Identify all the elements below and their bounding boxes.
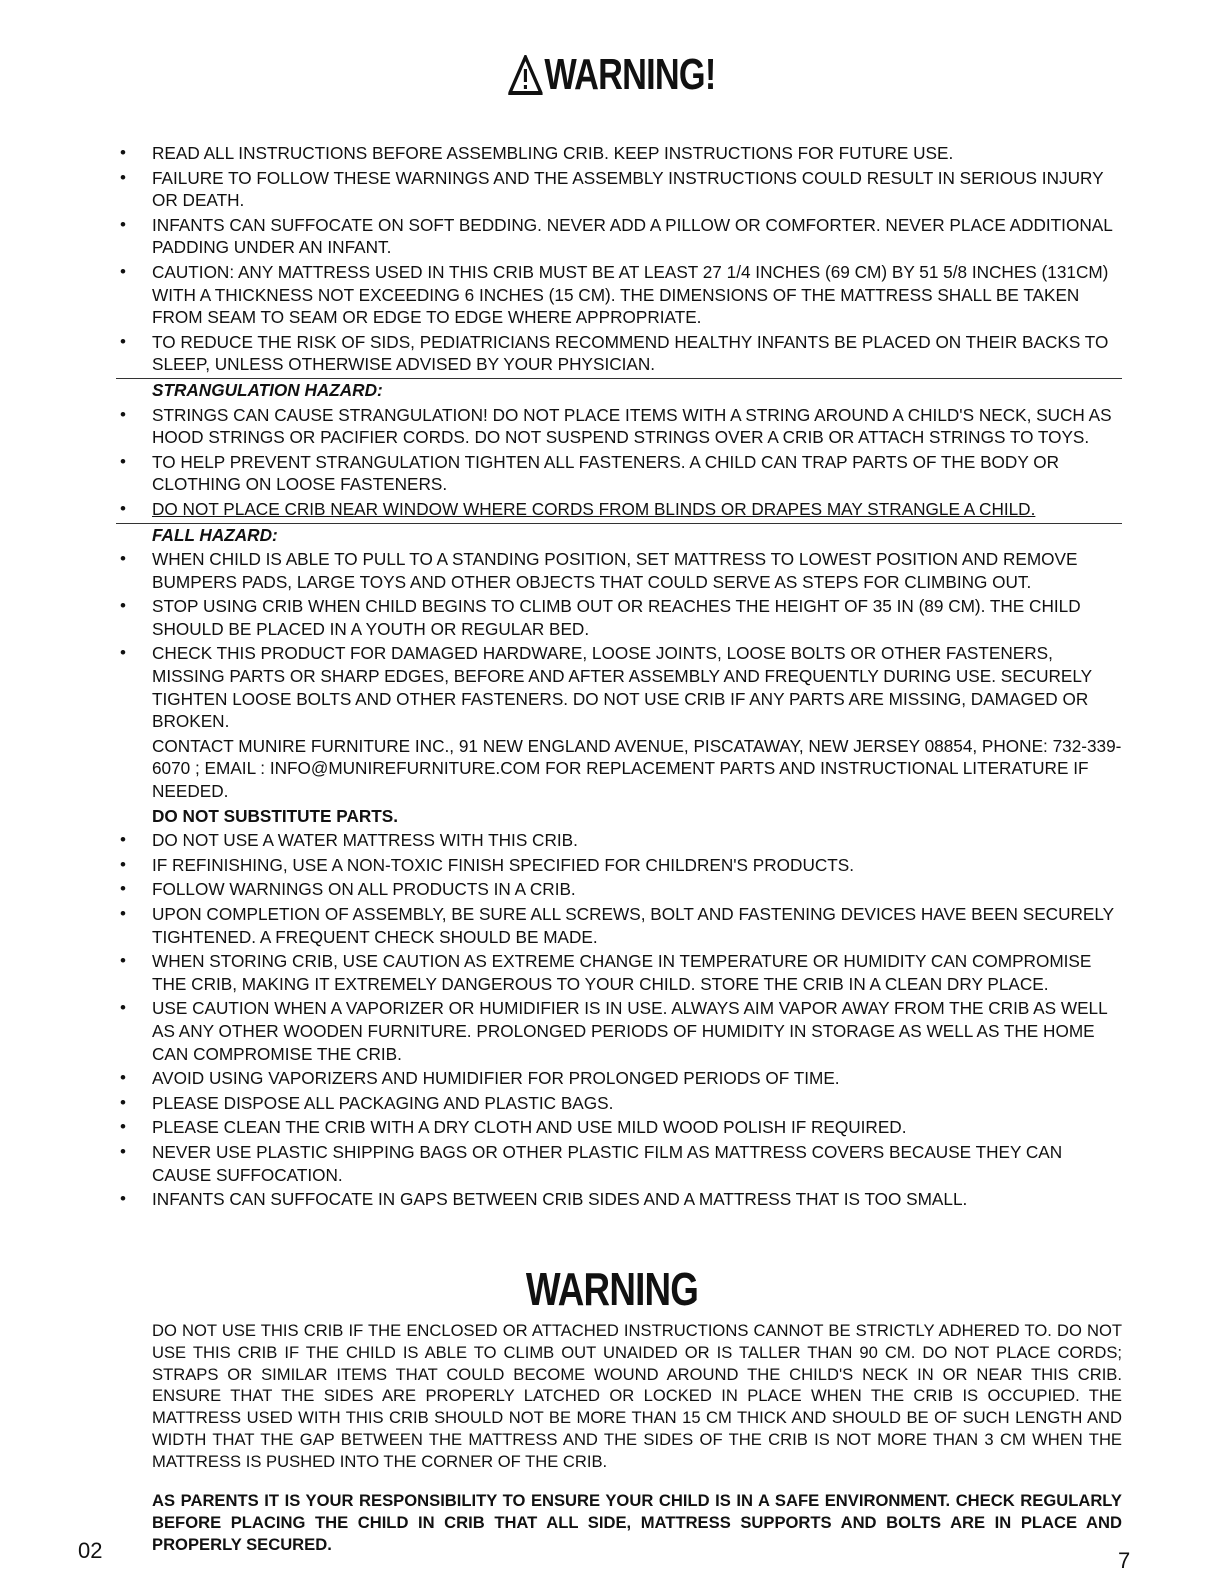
warning-list [116,142,1122,1213]
list-item: • TO HELP PREVENT STRANGULATION TIGHTEN ALL FASTENERS. A CHILD CAN TRAP PARTS OF THE BODY OR CLOTHING ON LOOSE FASTENERS. [116,451,1122,496]
list-item: • INFANTS CAN SUFFOCATE ON SOFT BEDDING. NEVER ADD A PILLOW OR COMFORTER. NEVER PLACE ADDITIONAL PADDING UNDER AN INFANT. [116,214,1122,259]
list-item: • AVOID USING VAPORIZERS AND HUMIDIFIER FOR PROLONGED PERIODS OF TIME. [116,1067,1122,1090]
list-item: • WHEN CHILD IS ABLE TO PULL TO A STANDING POSITION, SET MATTRESS TO LOWEST POSITION AND REMOVE BUMPERS PADS, LARGE TOYS AND OTHER OBJECTS THAT COULD SERVE AS STEPS FOR CLIMBING OUT. [116,548,1122,593]
list-item: • CHECK THIS PRODUCT FOR DAMAGED HARDWARE, LOOSE JOINTS, LOOSE BOLTS OR OTHER FASTENERS, MISSING PARTS OR SHARP EDGES, BEFORE AND AFTER ASSEMBLY AND FREQUENTLY DURING USE. SECURELY TIGHTEN LOOSE BOLTS AND OTHER FASTENERS. DO NOT USE CRIB IF ANY PARTS ARE MISSING, DAMAGED OR BROKEN. [116,642,1122,732]
contact-paragraph: CONTACT MUNIRE FURNITURE INC., 91 NEW ENGLAND AVENUE, PISCATAWAY, NEW JERSEY 08854, PHONE: 732-339-6070 ; EMAIL : INFO@MUNIREFURNITURE.COM FOR REPLACEMENT PARTS AND INSTRUCTIONAL LITERATURE IF NEEDED. [152,735,1122,802]
list-note: DO NOT SUBSTITUTE PARTS. [152,805,399,826]
list-item: • STOP USING CRIB WHEN CHILD BEGINS TO CLIMB OUT OR REACHES THE HEIGHT OF 35 IN (89 CM). THE CHILD SHOULD BE PLACED IN A YOUTH OR REGULAR BED. [116,595,1122,640]
warning-section-title: WARNING [525,1263,699,1315]
list-item: • USE CAUTION WHEN A VAPORIZER OR HUMIDIFIER IS IN USE. ALWAYS AIM VAPOR AWAY FROM THE CRIB AS WELL AS ANY OTHER WOODEN FURNITURE. PROLONGED PERIODS OF HUMIDITY IN STORAGE AS WELL AS THE HOME CAN COMPROMISE THE CRIB. [116,997,1122,1065]
list-item: • READ ALL INSTRUCTIONS BEFORE ASSEMBLING CRIB. KEEP INSTRUCTIONS FOR FUTURE USE. [116,142,1122,165]
list-item: • DO NOT USE A WATER MATTRESS WITH THIS CRIB. [116,829,1122,852]
warning-paragraph: DO NOT USE THIS CRIB IF THE ENCLOSED OR ATTACHED INSTRUCTIONS CANNOT BE STRICTLY ADHERED TO. DO NOT USE THIS CRIB IF THE CHILD IS ABLE TO CLIMB OUT UNAIDED OR IS TALLER THAN 90 CM. DO NOT PLACE CORDS; STRAPS OR SIMILAR ITEMS THAT COULD BECOME WOUND AROUND THE CHILD'S NECK IN OR NEAR THIS CRIB. ENSURE THAT THE SIDES ARE PROPERLY LATCHED OR LOCKED IN PLACE WHEN THE CRIB IS OCCUPIED. THE MATTRESS USED WITH THIS CRIB SHOULD NOT BE MORE THAN 15 CM THICK AND SHOULD BE OF SUCH LENGTH AND WIDTH THAT THE GAP BETWEEN THE MATTRESS AND THE SIDES OF THE CRIB IS NOT MORE THAN 3 CM WHEN THE MATTRESS IS PUSHED INTO THE CORNER OF THE CRIB. [152,1321,1122,1471]
list-item: • NEVER USE PLASTIC SHIPPING BAGS OR OTHER PLASTIC FILM AS MATTRESS COVERS BECAUSE THEY CAN CAUSE SUFFOCATION. [116,1141,1122,1186]
warning-title [135,50,1090,106]
list-item: • PLEASE DISPOSE ALL PACKAGING AND PLASTIC BAGS. [116,1092,1122,1115]
list-item: • FOLLOW WARNINGS ON ALL PRODUCTS IN A CRIB. [116,878,1122,901]
page-number-left: 02 [78,1538,103,1563]
list-item: • TO REDUCE THE RISK OF SIDS, PEDIATRICIANS RECOMMEND HEALTHY INFANTS BE PLACED ON THEIR BACKS TO SLEEP, UNLESS OTHERWISE ADVISED BY YOUR PHYSICIAN. [116,331,1122,376]
warning-title-text: WARNING! [544,50,716,99]
page-number-right: 7 [1118,1548,1131,1573]
section-heading: FALL HAZARD: [116,523,1122,547]
list-item: • DO NOT PLACE CRIB NEAR WINDOW WHERE CORDS FROM BLINDS OR DRAPES MAY STRANGLE A CHILD. [116,498,1122,521]
list-item: • UPON COMPLETION OF ASSEMBLY, BE SURE ALL SCREWS, BOLT AND FASTENING DEVICES HAVE BEEN SECURELY TIGHTENED. A FREQUENT CHECK SHOULD BE MADE. [116,903,1122,948]
list-item: • WHEN STORING CRIB, USE CAUTION AS EXTREME CHANGE IN TEMPERATURE OR HUMIDITY CAN COMPROMISE THE CRIB, MAKING IT EXTREMELY DANGEROUS TO YOUR CHILD. STORE THE CRIB IN A CLEAN DRY PLACE. [116,950,1122,995]
warning-triangle-icon [509,55,543,106]
list-item: • CAUTION: ANY MATTRESS USED IN THIS CRIB MUST BE AT LEAST 27 1/4 INCHES (69 CM) BY 51 5/8 INCHES (131CM) WITH A THICKNESS NOT EXCEEDING 6 INCHES (15 CM). THE DIMENSIONS OF THE MATTRESS SHALL BE TAKEN FROM SEAM TO SEAM OR EDGE TO EDGE WHERE APPROPRIATE. [116,261,1122,329]
list-item: • PLEASE CLEAN THE CRIB WITH A DRY CLOTH AND USE MILD WOOD POLISH IF REQUIRED. [116,1116,1122,1139]
list-item: • INFANTS CAN SUFFOCATE IN GAPS BETWEEN CRIB SIDES AND A MATTRESS THAT IS TOO SMALL. [116,1188,1122,1211]
list-item: • IF REFINISHING, USE A NON-TOXIC FINISH SPECIFIED FOR CHILDREN'S PRODUCTS. [116,854,1122,877]
parents-responsibility-paragraph: AS PARENTS IT IS YOUR RESPONSIBILITY TO ENSURE YOUR CHILD IS IN A SAFE ENVIRONMENT. CHECK REGULARLY BEFORE PLACING THE CHILD IN CRIB THAT ALL SIDE, MATTRESS SUPPORTS AND BOLTS ARE IN PLACE AND PROPERLY SECURED. [152,1491,1122,1554]
list-item: • FAILURE TO FOLLOW THESE WARNINGS AND THE ASSEMBLY INSTRUCTIONS COULD RESULT IN SERIOUS INJURY OR DEATH. [116,167,1122,212]
section-heading: STRANGULATION HAZARD: [116,378,1122,402]
list-item: • STRINGS CAN CAUSE STRANGULATION! DO NOT PLACE ITEMS WITH A STRING AROUND A CHILD'S NECK, SUCH AS HOOD STRINGS OR PACIFIER CORDS. DO NOT SUSPEND STRINGS OVER A CRIB OR ATTACH STRINGS TO TOYS. [116,404,1122,449]
